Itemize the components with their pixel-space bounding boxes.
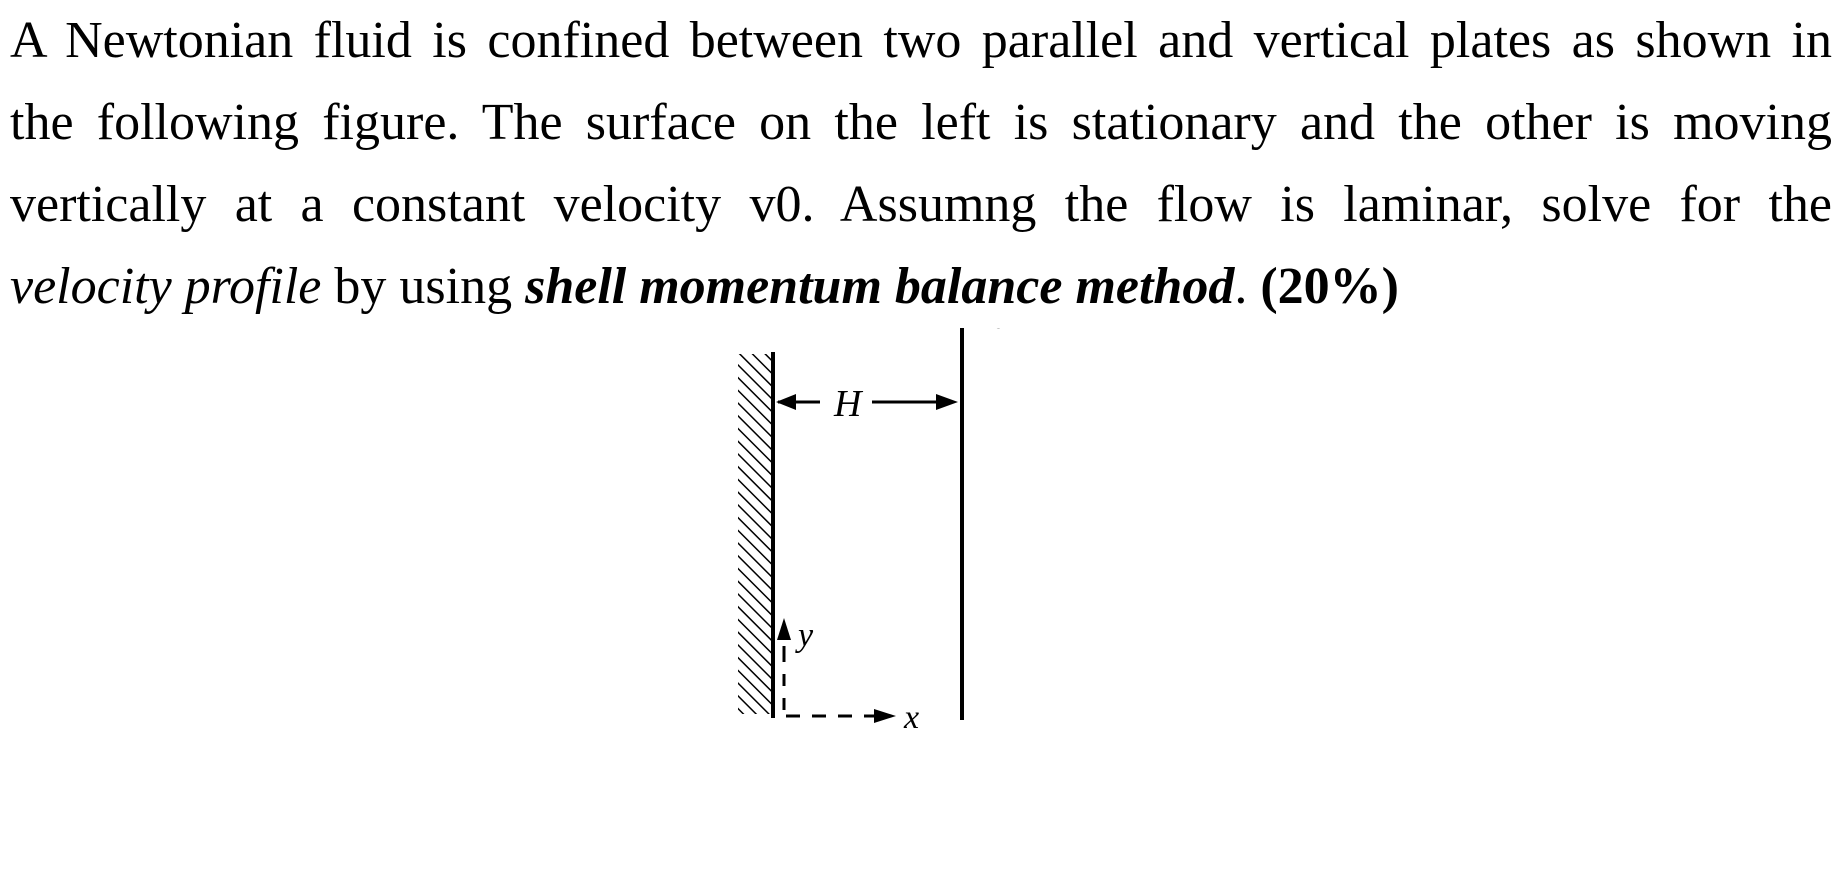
y-axis-arrow-head — [777, 618, 791, 640]
gap-arrow-right-head — [936, 394, 958, 410]
stationary-wall-hatching — [738, 354, 772, 714]
problem-line-3: vertically at a constant velocity v0. Assumng the flow is laminar, solve for the — [10, 176, 1832, 233]
score-weight: (20%) — [1260, 258, 1399, 315]
gap-label: H — [834, 383, 862, 425]
line4-period: . — [1234, 258, 1261, 315]
problem-line-2: the following figure. The surface on the left is stationary and the other is moving — [10, 94, 1832, 151]
x-axis-label: x — [904, 699, 920, 736]
problem-line-4 — [10, 246, 1832, 328]
line4-mid-text: by using — [321, 258, 526, 315]
plates-diagram — [700, 328, 1120, 888]
problem-statement — [10, 0, 1832, 328]
parallel-plates-figure — [700, 328, 1120, 888]
velocity-profile-term: velocity profile — [10, 258, 322, 315]
method-term: shell momentum balance method — [525, 258, 1235, 315]
velocity-label — [976, 328, 1005, 334]
y-axis-label: y — [798, 617, 814, 654]
problem-line-1: A Newtonian fluid is confined between two parallel and vertical plates as shown in — [10, 12, 1832, 69]
gap-arrow-left-head — [776, 394, 796, 410]
x-axis-arrow-head — [874, 709, 896, 723]
